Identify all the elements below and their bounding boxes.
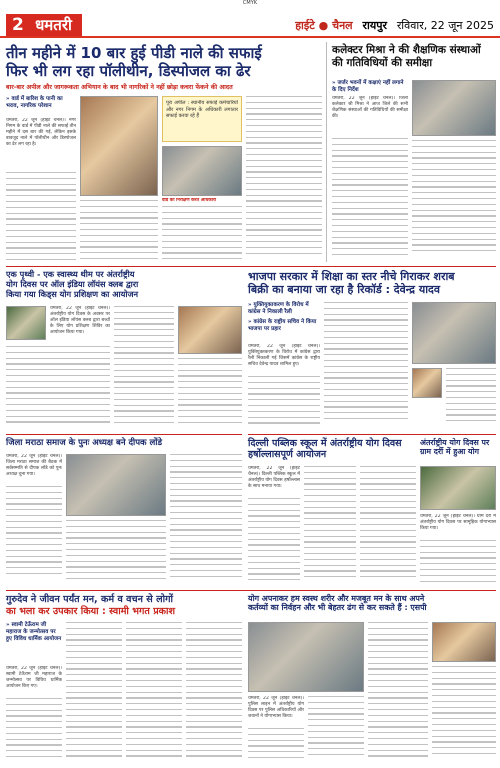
article-4-headline bbox=[248, 270, 496, 296]
article-3-photo-2 bbox=[178, 306, 242, 354]
article-5-text-lines bbox=[248, 498, 300, 586]
article-1-photo-caption: वार्ड का निरीक्षण करते अधिकारी bbox=[162, 198, 217, 203]
article-1-quote-text: पूरा अपील : स्थानीय सफाई कर्मचारियों और नगर निगम के अधिकारी लगातार सफाई करवा रहे हैं bbox=[166, 100, 238, 119]
article-7-photo bbox=[66, 454, 166, 516]
article-4-bullet-2: » कांग्रेस के राष्ट्रीय सचिव ने किया भाजपा पर प्रहार bbox=[248, 319, 317, 332]
section-name: धमतरी bbox=[35, 16, 72, 34]
article-5-headline: दिल्ली पब्लिक स्कूल में अंतर्राष्ट्रीय योग दिवस हर्षोल्लासपूर्ण आयोजन bbox=[248, 438, 402, 461]
article-1-subhead: बार-बार अपील और जागरूकता अभियान के बाद भी नागरिकों ने नहीं छोड़ा कचरा फेंकने की आदत bbox=[6, 84, 233, 91]
article-3-headline-line1: एक पृथ्वी - एक स्वास्थ्य थीम पर अंतर्राष्ट्रीय bbox=[6, 269, 135, 279]
article-4-text-lines-2 bbox=[324, 302, 408, 430]
article-9-headline bbox=[248, 594, 496, 613]
article-4-text-lines bbox=[248, 376, 320, 430]
article-9-text-lines-2 bbox=[308, 696, 364, 764]
article-8-text-lines-4 bbox=[186, 622, 242, 764]
article-8-headline bbox=[6, 594, 242, 617]
article-2-headline-line2: की गतिविधियों की समीक्षा bbox=[332, 56, 433, 69]
section-rule-1 bbox=[6, 266, 496, 267]
article-5-body: धमतरी, 22 जून (हाईटे चैनल)। दिल्ली पब्लिक स्कूल में अंतर्राष्ट्रीय योग दिवस हर्षोल्लास के साथ मनाया गया। bbox=[248, 466, 300, 489]
article-2-body: धमतरी, 22 जून (हाईटे चैनल)। जिला कलेक्टर श्री मिश्रा ने आज जिले की सभी शैक्षणिक संस्थाओं की गतिविधियों की समीक्षा की। bbox=[332, 96, 408, 119]
article-7-headline: जिला मराठा समाज के पुनः अध्यक्ष बने दीपक लोंडे bbox=[6, 438, 163, 448]
article-8-headline-line2: का भला कर उपकार किया : स्वामी भगत प्रकाश bbox=[6, 605, 176, 617]
article-1-text-lines-4 bbox=[246, 96, 322, 262]
article-6-headline-line2: ग्राम दर्री में हुआ योग bbox=[420, 447, 479, 457]
article-4-bullets bbox=[248, 302, 320, 333]
article-4-body: धमतरी, 22 जून (हाईटे चैनल)। युक्तियुक्तकरण के विरोध में कांग्रेस द्वारा रैली निकाली गई जिसमें कांग्रेस के राष्ट्रीय सचिव देवेन्द्र यादव शामिल हुए। bbox=[248, 344, 320, 367]
registration-mark: CMYK bbox=[242, 0, 258, 6]
article-1-text-lines-2 bbox=[80, 200, 158, 260]
article-2-text-lines-2 bbox=[412, 140, 496, 262]
article-9-text-lines bbox=[248, 728, 304, 764]
section-rule-4 bbox=[6, 590, 496, 591]
article-1-quote bbox=[162, 96, 242, 142]
section-rule-3 bbox=[6, 434, 242, 435]
edition-city: रायपुर bbox=[362, 19, 387, 32]
article-9-body: धमतरी, 22 जून (हाईटे चैनल)। पुलिस लाइन में अंतर्राष्ट्रीय योग दिवस पर पुलिस अधिकारियों और जवानों ने योगाभ्यास किया। bbox=[248, 696, 304, 719]
article-8-bullet: » स्वामी टेऊँराम जी महाराज के जन्मोत्सव पर हुए विविध धार्मिक आयोजन bbox=[6, 622, 62, 642]
article-3-headline-line2: योग दिवस पर ऑल इंडिया लॉयंस क्लब द्वारा bbox=[6, 278, 139, 289]
page-section-tab bbox=[6, 14, 82, 36]
article-4-photo bbox=[412, 302, 496, 364]
edition-date: रविवार, 22 जून 2025 bbox=[396, 19, 494, 32]
article-7-text-lines-3 bbox=[170, 454, 242, 586]
article-3-photo bbox=[6, 306, 46, 340]
article-4-text-lines-3 bbox=[446, 368, 496, 430]
article-6-photo bbox=[420, 466, 496, 510]
article-1-text-lines-3 bbox=[162, 206, 242, 262]
masthead bbox=[0, 8, 500, 38]
article-9-text-lines-4 bbox=[432, 666, 496, 764]
column-divider bbox=[326, 42, 327, 262]
article-4-bullet-1: » युक्तियुक्तकरण के विरोध में कांग्रेस ने निकाली रैली bbox=[248, 302, 309, 315]
article-6-headline bbox=[420, 438, 496, 457]
article-9-headline-line2: कर्तव्यों का निर्वहन और भी बेहतर ढंग से कर सकते हैं : एसपी bbox=[248, 603, 427, 613]
article-2-headline bbox=[332, 44, 496, 69]
article-7-text-lines bbox=[6, 486, 62, 586]
article-7-body: धमतरी, 22 जून (हाईटे चैनल)। जिला मराठा समाज की बैठक में सर्वसम्मति से दीपक लोंडे को पुनः अध्यक्ष चुना गया। bbox=[6, 454, 62, 477]
article-6-headline-line1: अंतर्राष्ट्रीय योग दिवस पर bbox=[420, 438, 490, 447]
article-9-text-lines-3 bbox=[368, 622, 428, 764]
article-1-text-lines bbox=[6, 172, 76, 262]
masthead-info bbox=[295, 18, 494, 33]
page-number: 2 bbox=[12, 15, 24, 35]
article-1-headline-line1: तीन महीने में 10 बार हुई पीडी नाले की सफाई bbox=[6, 44, 262, 62]
article-3-body: धमतरी, 22 जून (हाईटे चैनल)। अंतर्राष्ट्रीय योग दिवस के अवसर पर ऑल इंडिया लॉयंस क्लब द्वारा बच्चों के लिए योग प्रशिक्षण शिविर का आयोजन किया गया। bbox=[50, 306, 110, 335]
article-8-body: धमतरी, 22 जून (हाईटे चैनल)। स्वामी टेऊँराम जी महाराज के जन्मोत्सव पर विविध धार्मिक आयोजन किए गए। bbox=[6, 666, 62, 689]
article-9-headline-line1: योग अपनाकर हम स्वस्थ शरीर और मजबूत मन के साथ अपने bbox=[248, 594, 425, 603]
section-rule-2 bbox=[248, 434, 496, 435]
article-8-text-lines-2 bbox=[66, 622, 122, 764]
article-8-headline-line1: गुरुदेव ने जीवन पर्यंत मन, कर्म व वचन से लोगों bbox=[6, 594, 173, 605]
article-1-photo-2 bbox=[162, 146, 242, 196]
article-4-headline-line2: बिक्री का बनाया जा रहा है रिकॉर्ड : देवेन्द्र यादव bbox=[248, 283, 441, 297]
article-3-text-lines-3 bbox=[178, 358, 242, 430]
article-2-text-lines bbox=[332, 138, 408, 262]
article-3-headline bbox=[6, 270, 242, 300]
brand-name: हाईटे ● चैनल bbox=[295, 19, 353, 32]
article-8-text-lines bbox=[6, 698, 62, 764]
article-1-photo bbox=[80, 96, 158, 196]
article-8-text-lines-3 bbox=[126, 622, 182, 764]
article-5-text-lines-3 bbox=[360, 466, 416, 586]
article-9-photo-2 bbox=[432, 622, 496, 662]
article-1-bullet: » वार्ड में बारिश के पानी का भराव, नागरिक परेशान bbox=[6, 96, 63, 109]
article-3-text-lines-2 bbox=[114, 306, 174, 430]
article-6-text-lines bbox=[420, 540, 496, 586]
article-1-headline bbox=[6, 44, 322, 80]
article-2-headline-line1: कलेक्टर मिश्रा ने की शैक्षणिक संस्थाओं bbox=[332, 44, 481, 56]
article-4-headline-line1: भाजपा सरकार में शिक्षा का स्तर नीचे गिराकर शराब bbox=[248, 270, 455, 283]
article-5-text-lines-2 bbox=[304, 466, 356, 586]
article-6-body: धमतरी, 22 जून (हाईटे चैनल)। ग्राम दर्री में अंतर्राष्ट्रीय योग दिवस पर सामूहिक योगाभ्यास किया गया। bbox=[420, 514, 496, 531]
article-9-photo bbox=[248, 622, 364, 692]
article-2-bullet: » जर्जर भवनों में कक्षाएं नहीं लगाने के दिए निर्देश bbox=[332, 80, 404, 93]
article-2-photo bbox=[412, 80, 496, 136]
article-3-headline-line3: किया गया किड्स योग प्रशिक्षण का आयोजन bbox=[6, 288, 139, 299]
article-3-text-lines bbox=[6, 346, 110, 430]
article-1-headline-line2: फिर भी लग रहा पॉलीथीन, डिस्पोजल का ढेर bbox=[6, 62, 251, 80]
article-1-body: धमतरी, 22 जून (हाईटे चैनल)। नगर निगम के वार्ड में पीडी नाले की सफाई तीन महीने में दस बार की गई, लेकिन इसके बावजूद नाले में पॉलीथीन और डिस्पोजल का ढेर लग रहा है। bbox=[6, 118, 76, 147]
article-7-text-lines-2 bbox=[66, 520, 166, 586]
article-4-portrait bbox=[412, 368, 442, 398]
